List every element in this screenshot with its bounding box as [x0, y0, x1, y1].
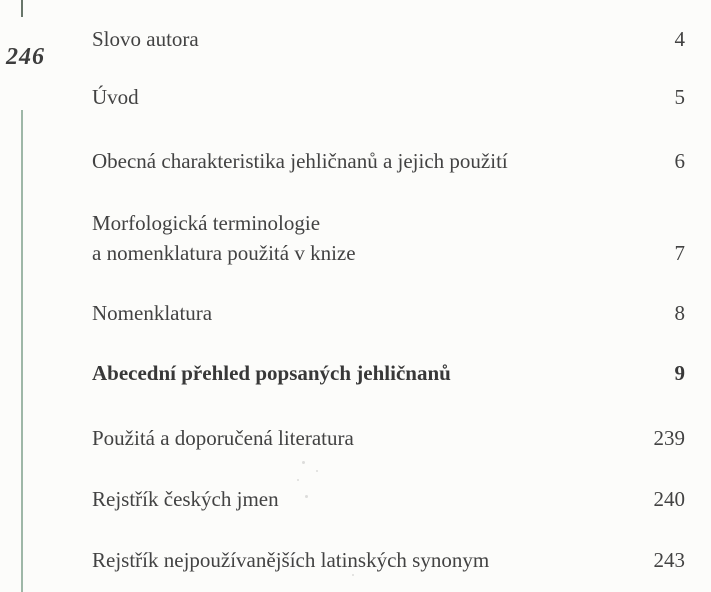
scan-artifact [316, 470, 318, 472]
toc-entry-title: Použitá a doporučená literatura [92, 426, 354, 450]
toc-entry [92, 484, 685, 514]
toc-entry-title: Rejstřík českých jmen [92, 487, 279, 511]
toc-entry-title: Abecední přehled popsaných jehličnanů [92, 361, 451, 385]
toc-entry-page: 9 [674, 361, 685, 385]
toc-entry-page: 8 [674, 301, 685, 325]
margin-rule-top [21, 0, 23, 17]
toc-entry-title: Úvod [92, 85, 139, 109]
toc-entry-page: 6 [674, 149, 685, 173]
margin-rule [21, 110, 23, 592]
toc-entry-page: 7 [674, 241, 685, 265]
margin-page-number: 246 [6, 44, 45, 70]
toc-entry [92, 208, 685, 268]
toc-entry-title: Morfologická terminologie a nomenklatura použitá v knize [92, 211, 356, 265]
toc-entry-page: 240 [653, 487, 685, 511]
scan-artifact [305, 495, 308, 498]
toc-entry [92, 24, 685, 54]
toc-entry-title: Rejstřík nejpoužívanějších latinských synonym [92, 548, 490, 572]
toc-entry [92, 298, 685, 328]
toc-entry-title: Nomenklatura [92, 301, 213, 325]
toc-entry [92, 545, 685, 575]
toc-entry [92, 358, 685, 388]
toc-entry [92, 423, 685, 453]
toc-entry [92, 82, 685, 112]
toc-list [92, 0, 685, 575]
toc-entry-title: Obecná charakteristika jehličnanů a jejich použití [92, 149, 508, 173]
toc-entry-page: 239 [653, 426, 685, 450]
toc-entry-title: Slovo autora [92, 27, 199, 51]
toc-entry-page: 5 [674, 85, 685, 109]
toc-entry-page: 4 [674, 27, 685, 51]
scan-artifact [297, 479, 299, 481]
scan-artifact [352, 574, 354, 576]
toc-entry-page: 243 [653, 548, 685, 572]
toc-entry [92, 146, 685, 176]
scan-artifact [302, 461, 305, 464]
